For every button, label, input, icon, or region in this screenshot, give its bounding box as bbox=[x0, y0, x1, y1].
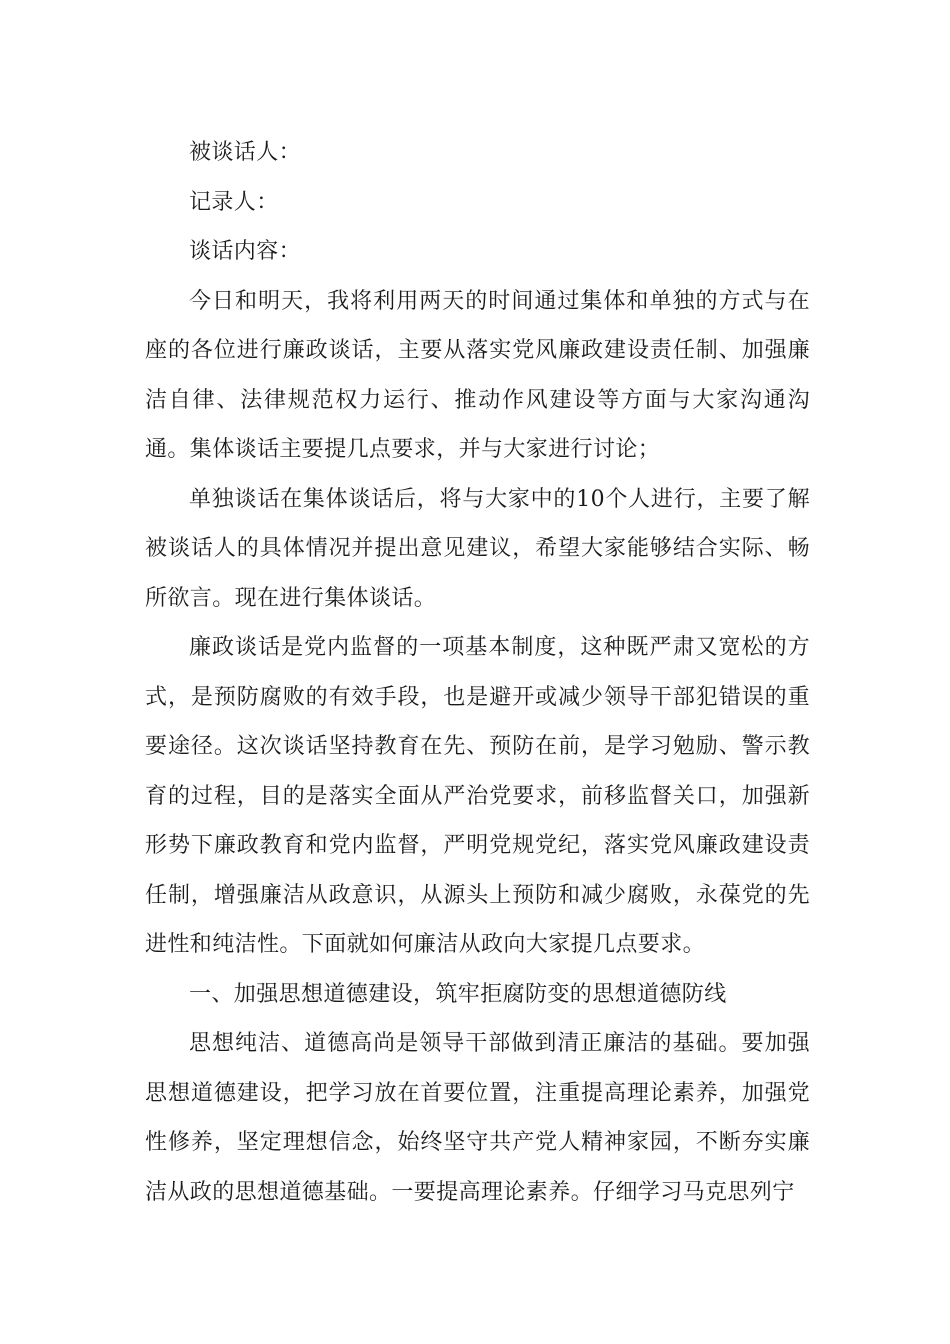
talk-content-label: 谈话内容： bbox=[189, 239, 302, 264]
section-heading: 一、加强思想道德建设，筑牢拒腐防变的思想道德防线 bbox=[189, 981, 727, 1007]
body-paragraph: 今日和明天，我将利用两天的时间通过集体和单独的方式与在座的各位进行廉政谈话，主要从落实党风廉政建设责任制、加强廉洁自律、法律规范权力运行、推动作风建设等方面与大家沟通沟通。集体谈话主要提几点要求，并与大家进行讨论； bbox=[145, 288, 810, 462]
body-paragraph: 思想纯洁、道德高尚是领导干部做到清正廉洁的基础。要加强思想道德建设，把学习放在首要位置，注重提高理论素养，加强党性修养，坚定理想信念，始终坚守共产党人精神家园，不断夯实廉洁从政的思想道德基础。一要提高理论素养。仔细学习马克思列宁 bbox=[145, 1031, 810, 1205]
interviewee-field: 被谈话人： bbox=[189, 140, 302, 165]
body-paragraph: 廉政谈话是党内监督的一项基本制度，这种既严肃又宽松的方式，是预防腐败的有效手段，也是避开或减少领导干部犯错误的重要途径。这次谈话坚持教育在先、预防在前，是学习勉励、警示教育的过程，目的是落实全面从严治党要求，前移监督关口，加强新形势下廉政教育和党内监督，严明党规党纪，落实党风廉政建设责任制，增强廉洁从政意识，从源头上预防和减少腐败，永葆党的先进性和纯洁性。下面就如何廉洁从政向大家提几点要求。 bbox=[145, 635, 810, 957]
body-paragraph: 单独谈话在集体谈话后，将与大家中的10个人进行，主要了解被谈话人的具体情况并提出意见建议，希望大家能够结合实际、畅所欲言。现在进行集体谈话。 bbox=[145, 486, 810, 611]
document-body bbox=[145, 128, 810, 1217]
recorder-field: 记录人： bbox=[189, 189, 279, 215]
